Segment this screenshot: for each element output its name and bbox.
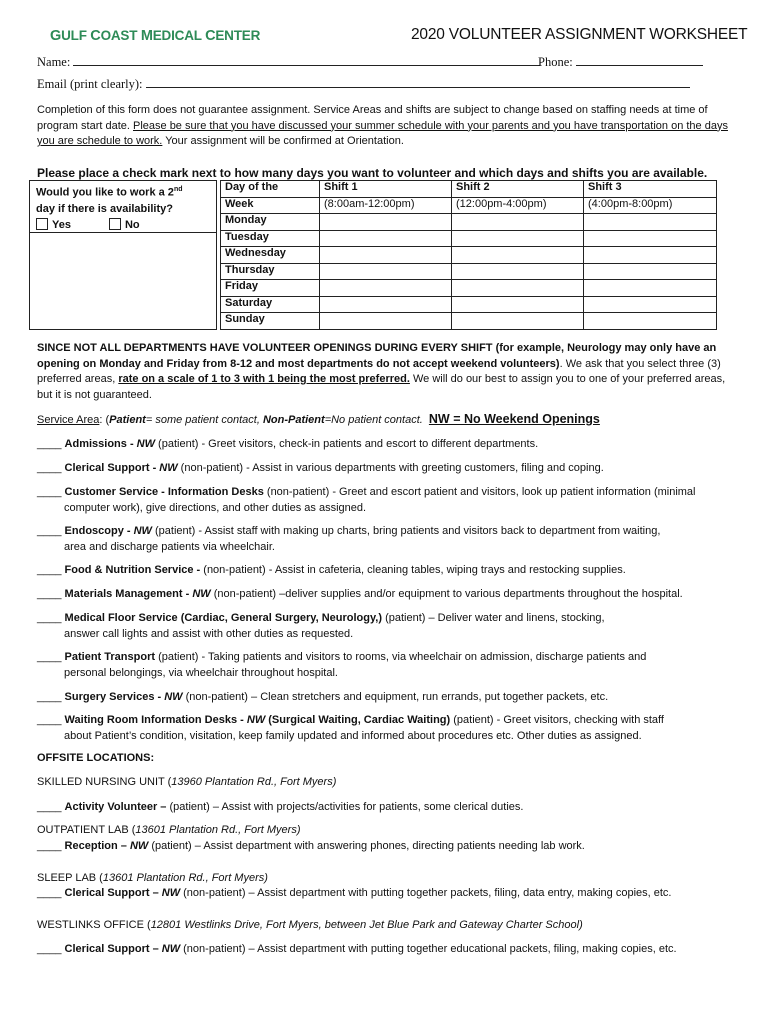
role-name: Reception – xyxy=(64,840,130,852)
day-header-week: Week xyxy=(221,197,320,214)
area-desc: (patient) - Assist staff with making up charts, bring patients and visitors back to department from waiting, xyxy=(151,525,661,537)
day-row: Friday xyxy=(30,280,717,297)
day-row: Monday xyxy=(30,214,717,231)
service-area-item xyxy=(37,563,737,579)
area-desc: (patient) - Greet visitors, checking with staff xyxy=(450,714,664,726)
offsite-location xyxy=(37,775,737,791)
intro-paragraph: Completion of this form does not guarantee assignment. Service Areas and shifts are subject to change based on staffing needs at time of program start date. Please be sure that you have discussed your summer schedule with your parents and you have transportation on the days you are schedule to work. Your assignment will be confirmed at Orientation. xyxy=(37,104,728,147)
no-label: No xyxy=(124,218,140,231)
area-name: Medical Floor Service (Cardiac, General Surgery, Neurology,) xyxy=(64,612,383,624)
area-desc: (non-patient) - Assist in cafeteria, cleaning tables, wiping trays and restocking supplies. xyxy=(203,564,626,576)
page-title: 2020 VOLUNTEER ASSIGNMENT WORKSHEET xyxy=(411,26,748,43)
offsite-role xyxy=(37,839,737,855)
role-desc: (non-patient) – Assist department with putting together educational packets, filing, making copies, etc. xyxy=(180,943,677,955)
rank-blank[interactable]: ____ xyxy=(37,588,62,600)
area-desc: (patient) - Greet visitors, check-in patients and escort to different departments. xyxy=(155,438,539,450)
area-name: Admissions - xyxy=(64,438,137,450)
location-name: OUTPATIENT LAB ( xyxy=(37,824,136,836)
yes-checkbox[interactable] xyxy=(36,218,48,230)
role-desc: (patient) – Assist with projects/activities for patients, some clerical duties. xyxy=(166,801,524,813)
location-name: SLEEP LAB ( xyxy=(37,872,103,884)
rank-blank[interactable]: ____ xyxy=(37,651,62,663)
shift-1-hours: (8:00am-12:00pm) xyxy=(320,197,452,214)
shift-1-header: Shift 1 xyxy=(320,181,452,198)
phone-field[interactable] xyxy=(538,55,703,70)
offsite-location xyxy=(37,918,737,934)
role-name: Clerical Support – xyxy=(64,887,162,899)
service-area-legend: Service Area: (Patient= some patient contact, Non-Patient=No patient contact. NW = No Weekend Openings xyxy=(37,412,600,426)
rank-blank[interactable]: ____ xyxy=(37,714,62,726)
service-area-item xyxy=(37,461,737,477)
service-area-item xyxy=(37,437,737,453)
offsite-role xyxy=(37,942,737,958)
area-name: Clerical Support - xyxy=(64,462,160,474)
area-desc-cont: area and discharge patients via wheelchair. xyxy=(64,540,275,553)
location-address: 12801 Westlinks Drive, Fort Myers, between Jet Blue Park and Gateway Charter School) xyxy=(150,919,583,931)
location-name: WESTLINKS OFFICE ( xyxy=(37,919,151,931)
phone-label: Phone: xyxy=(538,55,573,69)
service-area-item xyxy=(37,690,737,706)
service-area-item: ____ Waiting Room Information Desks - NW (Surgical Waiting, Cardiac Waiting) (patient) - Greet visitors, checking with staff about Patient’s condition, visitation, keep family updated and informed about procedures etc. Other duties as assigned. xyxy=(37,713,737,744)
role-desc: (non-patient) – Assist department with putting together packets, filing, data entry, making copies, etc. xyxy=(180,887,672,899)
location-name: SKILLED NURSING UNIT ( xyxy=(37,776,172,788)
service-area-item xyxy=(37,485,737,516)
day-row: Saturday xyxy=(30,296,717,313)
nw-flag: NW xyxy=(164,691,183,703)
area-name: Endoscopy - xyxy=(64,525,134,537)
day-row: Tuesday xyxy=(30,230,717,247)
area-name: Patient Transport xyxy=(64,651,156,663)
email-label: Email (print clearly): xyxy=(37,77,143,91)
nw-flag: NW xyxy=(161,943,181,955)
location-address: 13601 Plantation Rd., Fort Myers) xyxy=(135,824,301,836)
area-desc-cont: about Patient’s condition, visitation, keep family updated and informed about procedures etc. Other duties as assigned. xyxy=(64,729,642,742)
nw-flag: NW xyxy=(129,840,149,852)
schedule-table xyxy=(29,180,717,330)
shift-3-header: Shift 3 xyxy=(584,181,717,198)
name-field[interactable] xyxy=(37,55,540,70)
role-name: Clerical Support – xyxy=(64,943,162,955)
nw-flag: NW xyxy=(246,714,266,726)
rank-blank[interactable]: ____ xyxy=(37,486,62,498)
rank-blank[interactable]: ____ xyxy=(37,840,62,852)
area-name: Customer Service - Information Desks xyxy=(64,486,264,498)
day-row: Wednesday xyxy=(30,247,717,264)
service-area-item xyxy=(37,524,737,555)
rank-blank[interactable]: ____ xyxy=(37,525,62,537)
offsite-location xyxy=(37,871,737,887)
location-address: 13960 Plantation Rd., Fort Myers) xyxy=(171,776,337,788)
area-desc: (non-patient) – Clean stretchers and equipment, run errands, put together packets, etc. xyxy=(182,691,609,703)
second-day-cell: Would you like to work a 2nd day if there is availability? Yes No xyxy=(30,181,217,330)
nw-flag: NW xyxy=(133,525,152,537)
rank-blank[interactable]: ____ xyxy=(37,943,62,955)
service-area-item xyxy=(37,611,737,642)
location-address: 13601 Plantation Rd., Fort Myers) xyxy=(102,872,268,884)
rank-blank[interactable]: ____ xyxy=(37,887,62,899)
area-desc: (non-patient) –deliver supplies and/or equipment to various departments throughout the hospital. xyxy=(210,588,683,600)
area-desc: (patient) - Taking patients and visitors to rooms, via wheelchair on admission, discharge patients and xyxy=(155,651,647,663)
nw-flag: NW xyxy=(161,887,181,899)
nw-flag: NW xyxy=(192,588,211,600)
notice-paragraph: SINCE NOT ALL DEPARTMENTS HAVE VOLUNTEER OPENINGS DURING EVERY SHIFT (for example, Neurology may only have an opening on Monday and Friday from 8-12 and most departments do not accept weekend volunteers). We ask that you select three (3) preferred areas, rate on a scale of 1 to 3 with 1 being the most preferred. We will do our best to assign you to one of your preferred areas, but it is not guaranteed. xyxy=(37,342,726,401)
role-desc: (patient) – Assist department with answering phones, directing patients needing lab work. xyxy=(148,840,585,852)
nw-flag: NW xyxy=(136,438,155,450)
rank-blank[interactable]: ____ xyxy=(37,801,62,813)
offsite-heading: OFFSITE LOCATIONS: xyxy=(37,752,155,764)
schedule-heading: Please place a check mark next to how many days you want to volunteer and which days and shifts you are available. xyxy=(37,166,708,180)
rank-blank[interactable]: ____ xyxy=(37,462,62,474)
nw-flag: NW xyxy=(159,462,178,474)
rank-blank[interactable]: ____ xyxy=(37,564,62,576)
area-desc: (patient) – Deliver water and linens, stocking, xyxy=(382,612,605,624)
area-desc-cont: personal belongings, via wheelchair throughout hospital. xyxy=(64,666,338,679)
yes-label: Yes xyxy=(52,218,71,231)
area-name: Food & Nutrition Service - xyxy=(64,564,204,576)
day-row: Thursday xyxy=(30,263,717,280)
role-name: Activity Volunteer – xyxy=(64,801,167,813)
area-name: Surgery Services - xyxy=(64,691,165,703)
area-desc-cont: answer call lights and assist with other duties as requested. xyxy=(64,627,354,640)
service-area-item xyxy=(37,650,737,681)
shift-3-hours: (4:00pm-8:00pm) xyxy=(584,197,717,214)
day-header: Day of the xyxy=(221,181,320,198)
name-label: Name: xyxy=(37,55,71,69)
offsite-role xyxy=(37,886,737,902)
area-desc: (non-patient) - Greet and escort patient and visitors, look up patient information (minimal xyxy=(263,486,696,498)
rank-blank[interactable]: ____ xyxy=(37,438,62,450)
area-desc: (non-patient) - Assist in various departments with greeting customers, filing and coping. xyxy=(177,462,604,474)
day-row: Sunday xyxy=(30,313,717,330)
service-area-item xyxy=(37,587,737,603)
area-name: Materials Management - xyxy=(64,588,193,600)
area-name: Waiting Room Information Desks - xyxy=(64,714,247,726)
shift-2-header: Shift 2 xyxy=(452,181,584,198)
offsite-location xyxy=(37,823,737,839)
org-name: GULF COAST MEDICAL CENTER xyxy=(50,28,261,44)
no-checkbox[interactable] xyxy=(109,218,121,230)
offsite-role xyxy=(37,800,737,816)
rank-blank[interactable]: ____ xyxy=(37,691,62,703)
email-field[interactable] xyxy=(37,77,690,92)
area-desc-cont: computer work), give directions, and other duties as assigned. xyxy=(64,501,367,514)
rank-blank[interactable]: ____ xyxy=(37,612,62,624)
shift-2-hours: (12:00pm-4:00pm) xyxy=(452,197,584,214)
